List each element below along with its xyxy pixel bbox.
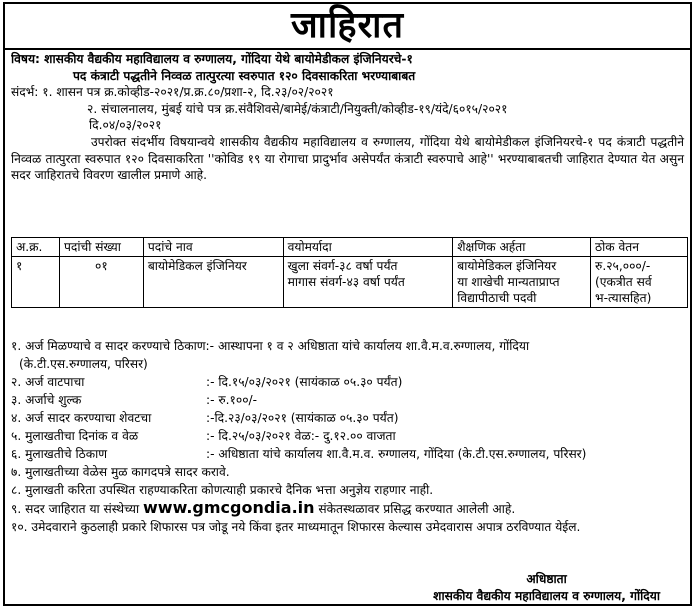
item-key: ३. अर्जाचे शुल्क xyxy=(11,393,82,407)
list-item xyxy=(11,427,684,445)
cell-age xyxy=(283,257,453,308)
age-open: खुला संवर्ग-३८ वर्षा पर्यंत xyxy=(287,259,398,273)
item-value: :- रु.१००/- xyxy=(206,393,258,407)
header-post: पदांचे नाव xyxy=(143,238,283,257)
item-key: ५. मुलाखतीचा दिनांक व वेळ xyxy=(11,429,139,443)
item-value: :- दि.२५/०३/२०२१ वेळ:- दु.१२.०० वाजता xyxy=(206,429,396,443)
list-item xyxy=(11,409,684,427)
qualification-1: बायोमेडिकल इंजिनियर xyxy=(457,259,557,273)
page-title: जाहिरात xyxy=(290,5,405,46)
list-item xyxy=(11,445,684,463)
list-item: ८. मुलाखती करिता उपस्थित राहण्याकरिता कोणत्याही प्रकारचे दैनिक भत्ता अनुज्ञेय राहणार नाही. xyxy=(11,483,434,497)
list-item: १०. उमेदवाराने कुठलाही प्रकारे शिफारस पत्र जोडू नये किंवा इतर माध्यमातून शिफारस केल्यास उमेदवारास अपात्र ठरविण्यात येईल. xyxy=(11,520,581,534)
table-row xyxy=(12,257,688,308)
item-value: :-दि.२३/०३/२०२१ (सायंकाळ ०५.३० पर्यंत) xyxy=(206,411,399,425)
cell-count: ०१ xyxy=(59,257,143,308)
list-item xyxy=(11,391,684,409)
item-key: ६. मुलाखतीचे ठिकाण xyxy=(11,447,108,461)
reference-2-date: दि.०४/०३/२०२१ xyxy=(89,118,162,133)
details-list xyxy=(11,337,684,536)
list-item xyxy=(11,373,684,391)
list-item-continuation: (के.टी.एस.रुग्णालय, परिसर) xyxy=(19,357,148,371)
pay-2: (एकत्रीत सर्व xyxy=(595,275,652,289)
reference-1: १. शासन पत्र क्र.कोव्हीड-२०२१/प्र.क्र.८०/प्रशा-२, दि.२३/०२/२०२१ xyxy=(42,85,334,100)
item-value: :- अधिष्ठाता यांचे कार्यालय शा.वै.म.व. रुग्णालय, गोंदिया (के.टी.एस.रुग्णालय, परिसर) xyxy=(206,447,587,461)
header-qualification: शैक्षणिक अर्हता xyxy=(453,238,591,257)
item-9-prefix: ९. सदर जाहिरात या संस्थेच्या xyxy=(11,502,140,516)
item-key: २. अर्ज वाटपाचा xyxy=(11,375,85,389)
item-9-suffix: संकेतस्थळावर प्रसिद्ध करण्यात आलेली आहे. xyxy=(318,502,516,516)
header-count: पदांची संख्या xyxy=(59,238,143,257)
subject-line-2: पद कंत्राटी पद्धतीने निव्वळ तात्पुरत्या स्वरुपात १२० दिवसाकरिता भरण्याबाबत xyxy=(73,68,416,83)
subject-text-1: शासकीय वैद्यकीय महाविद्यालय व रुग्णालय, गोंदिया येथे बायोमेडीकल इंजिनियरचे-१ xyxy=(44,52,413,66)
cell-post: बायोमेडिकल इंजिनियर xyxy=(143,257,283,308)
list-item: ७. मुलाखतीच्या वेळेस मुळ कागदपत्रे सादर करावे. xyxy=(11,465,230,479)
signatory-title: अधिष्ठाता xyxy=(526,572,567,586)
signature-block xyxy=(433,571,660,605)
title-banner xyxy=(5,4,690,50)
table-header-row xyxy=(12,238,688,257)
signatory-office: शासकीय वैद्यकीय महाविद्यालय व रुग्णालय, गोंदिया xyxy=(433,589,660,603)
website-link[interactable]: www.gmcgondia.in xyxy=(143,499,315,517)
posts-table xyxy=(11,237,688,308)
cell-pay xyxy=(591,257,688,308)
list-item: १. अर्ज मिळण्याचे व सादर करण्याचे ठिकाण:- आस्थापना १ व २ अधिष्ठाता यांचे कार्यालय शा.वै.म.व.रुग्णालय, गोंदिया xyxy=(11,339,530,353)
age-backward: मागास संवर्ग-४३ वर्षा पर्यंत xyxy=(287,275,405,289)
body-paragraph: उपरोक्त संदर्भीय विषयान्वये शासकीय वैद्यकीय महाविद्यालय व रुग्णालय, गोंदिया येथे बायोमेडीकल इंजिनियरचे-१ पद कंत्राटी पद्धतीने निव्वळ तात्पुरता स्वरुपात १२० दिवसाकरिता ''कोविड १९ या रोगाचा प्रादुर्भाव असेपर्यंत कंत्राटी स्वरुपाचे आहे'' भरण्याबाबतची जाहिरात देण्यात येत असुन सदर जाहिरातचे विवरण खालील प्रमाणे आहे. xyxy=(11,134,684,183)
subject-line-1 xyxy=(11,51,684,68)
cell-qualification xyxy=(453,257,591,308)
qualification-3: विद्यापीठाची पदवी xyxy=(457,291,537,305)
header-pay: ठोक वेतन xyxy=(591,238,688,257)
cell-sr: १ xyxy=(12,257,60,308)
reference-2: २. संचालनालय, मुंबई यांचे पत्र क्र.संवैशिवसे/बामेई/कंत्राटी/नियुक्ती/कोव्हीड-१९/यंदे/६०१५/२०२१ xyxy=(87,101,508,116)
header-section xyxy=(11,51,684,184)
list-item xyxy=(11,499,684,518)
reference-line-1 xyxy=(11,84,684,101)
header-sr: अ.क्र. xyxy=(12,238,60,257)
item-value: :- दि.१५/०३/२०२१ (सायंकाळ ०५.३० पर्यंत) xyxy=(206,375,403,389)
pay-1: रु.२५,०००/- xyxy=(595,259,651,273)
subject-label: विषय: xyxy=(11,52,40,66)
qualification-2: या शाखेची मान्यताप्राप्त xyxy=(457,275,560,289)
header-age: वयोमर्यादा xyxy=(283,238,453,257)
reference-label: संदर्भ: xyxy=(11,85,39,100)
item-key: ४. अर्ज सादर करण्याचा शेवटचा xyxy=(11,411,152,425)
pay-3: भ-त्यासहित) xyxy=(595,291,652,305)
advertisement-page xyxy=(3,2,692,606)
